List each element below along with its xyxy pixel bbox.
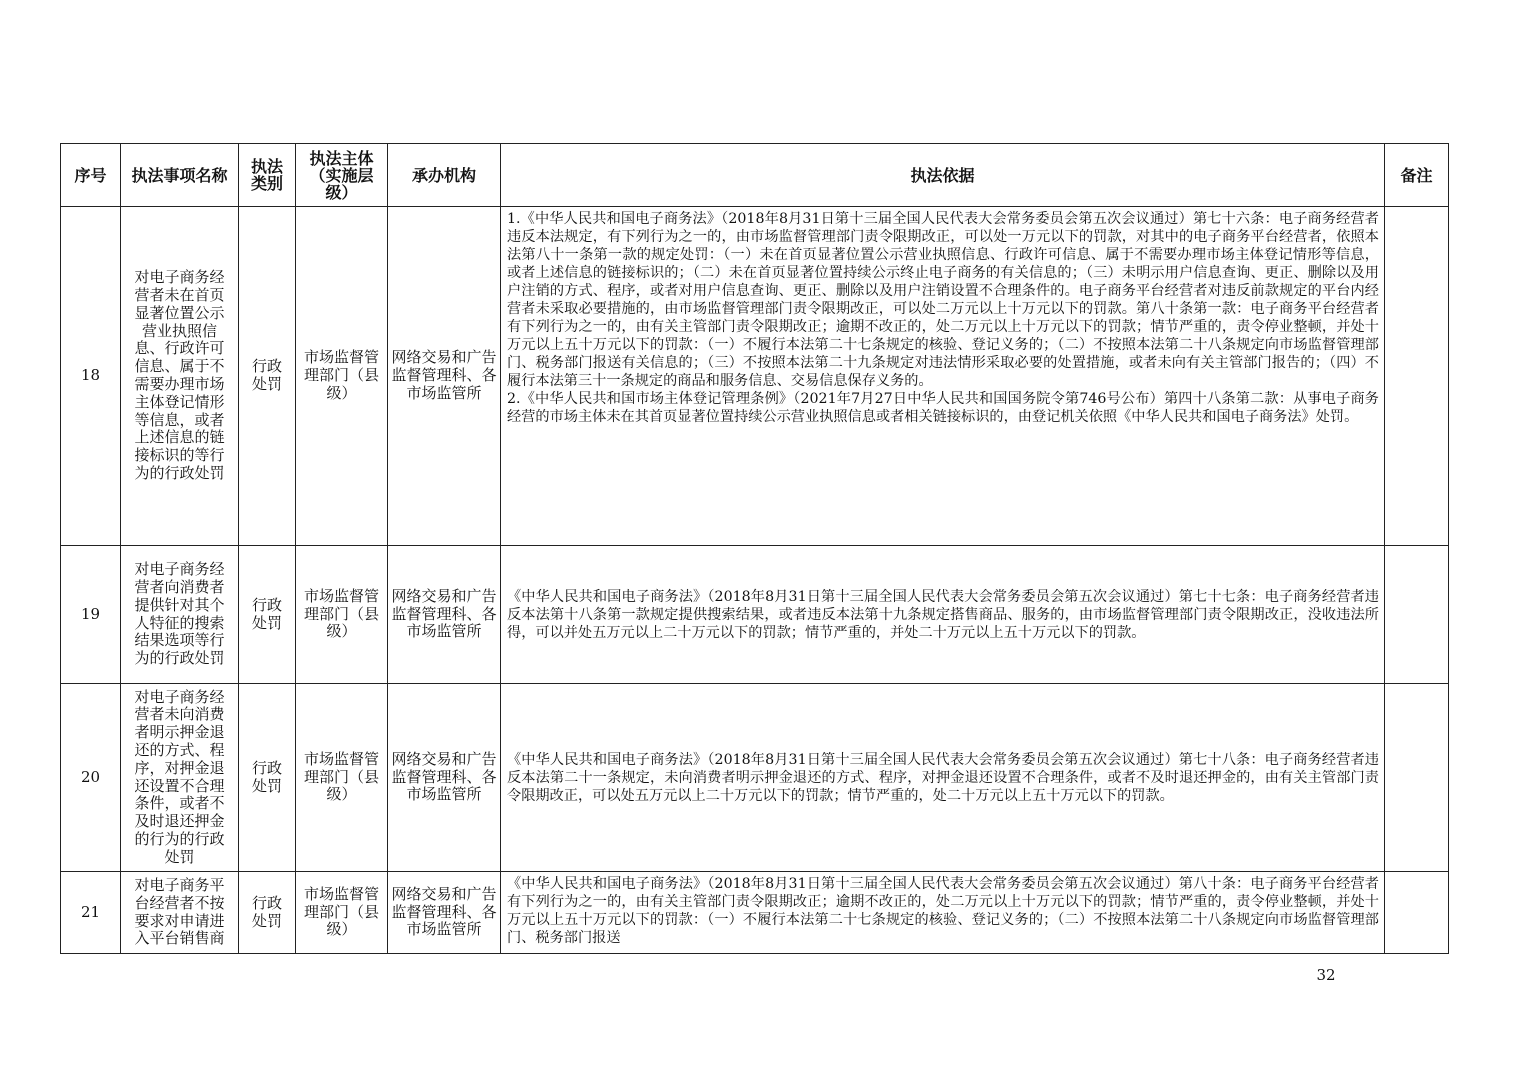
row-agency-text: 网络交易和广告监督管理科、各市场监管所 [391, 348, 497, 402]
row-item-name [121, 684, 239, 872]
row-category-text: 行政处罚 [251, 893, 282, 930]
header-category [239, 144, 296, 207]
row-subject-text: 市场监督管理部门（县级） [304, 348, 380, 402]
row-subject [296, 684, 388, 872]
row-remarks [1385, 546, 1449, 684]
table-row [61, 546, 1449, 684]
basis-paragraph: 《中华人民共和国电子商务法》（2018年8月31日第十三届全国人民代表大会常务委员会第五次会议通过）第七十八条：电子商务经营者违反本法第二十一条规定，未向消费者明示押金退还的方式、程序，对押金退还设置不合理条件，或者不及时退还押金的，由有关主管部门责令限期改正，可以处五万元以上二十万元以下的罚款；情节严重的，处二十万元以上五十万元以下的罚款。 [507, 752, 1379, 804]
row-category [239, 207, 296, 546]
table-row [61, 207, 1449, 546]
header-category-text: 执法类别 [250, 157, 283, 193]
header-subject [296, 144, 388, 207]
row-agency-text: 网络交易和广告监督管理科、各市场监管所 [391, 586, 497, 641]
row-item-name-text: 对电子商务平台经营者不按要求对申请进入平台销售商 [134, 875, 225, 948]
row-basis [501, 684, 1385, 872]
basis-paragraph: 《中华人民共和国电子商务法》（2018年8月31日第十三届全国人民代表大会常务委员会第五次会议通过）第八十条：电子商务平台经营者有下列行为之一的，由有关主管部门责令限期改正；逾期不改正的，处二万元以上十万元以下的罚款；情节严重的，责令停业整顿，并处十万元以上五十万元以下的罚款：（一）不履行本法第二十七条规定的核验、登记义务的；（二）不按照本法第二十八条规定向市场监督管理部门、税务部门报送 [507, 876, 1379, 946]
row-agency [388, 872, 501, 954]
header-basis: 执法依据 [501, 144, 1385, 207]
row-remarks [1385, 872, 1449, 954]
header-remarks: 备注 [1385, 144, 1449, 207]
row-agency [388, 684, 501, 872]
row-basis [501, 207, 1385, 546]
row-subject [296, 546, 388, 684]
row-agency [388, 207, 501, 546]
row-agency-text: 网络交易和广告监督管理科、各市场监管所 [391, 884, 497, 939]
row-subject [296, 207, 388, 546]
row-subject-text: 市场监督管理部门（县级） [304, 749, 380, 804]
row-subject-text: 市场监督管理部门（县级） [304, 586, 380, 641]
header-agency: 承办机构 [388, 144, 501, 207]
row-item-name [121, 207, 239, 546]
basis-paragraph: 2.《中华人民共和国市场主体登记管理条例》（2021年7月27日中华人民共和国国务院令第746号公布）第四十八条第二款：从事电子商务经营的市场主体未在其首页显著位置持续公示营业执照信息或者相关链接标识的，由登记机关依照《中华人民共和国电子商务法》处罚。 [507, 391, 1379, 425]
law-enforcement-table [60, 143, 1449, 954]
basis-paragraph: 1.《中华人民共和国电子商务法》（2018年8月31日第十三届全国人民代表大会常务委员会第五次会议通过）第七十六条：电子商务经营者违反本法规定，有下列行为之一的，由市场监督管理部门责令限期改正，可以处一万元以下的罚款，对其中的电子商务平台经营者，依照本法第八十一条第一款的规定处罚：（一）未在首页显著位置公示营业执照信息、行政许可信息、属于不需要办理市场主体登记情形等信息，或者上述信息的链接标识的；（二）未在首页显著位置持续公示终止电子商务的有关信息的；（三）未明示用户信息查询、更正、删除以及用户注销的方式、程序，或者对用户信息查询、更正、删除以及用户注销设置不合理条件的。电子商务平台经营者对违反前款规定的平台内经营者未采取必要措施的，由市场监督管理部门责令限期改正，可以处二万元以上十万元以下的罚款。第八十条第一款：电子商务平台经营者有下列行为之一的，由有关主管部门责令限期改正；逾期不改正的，处二万元以上十万元以下的罚款；情节严重的，责令停业整顿，并处十万元以上五十万元以下的罚款：（一）不履行本法第二十七条规定的核验、登记义务的；（二）不按照本法第二十八条规定向市场监督管理部门、税务部门报送有关信息的；（三）不按照本法第二十九条规定对违法情形采取必要的处置措施，或者未向有关主管部门报告的；（四）不履行本法第三十一条规定的商品和服务信息、交易信息保存义务的。 [507, 211, 1379, 389]
row-agency-text: 网络交易和广告监督管理科、各市场监管所 [391, 749, 497, 804]
row-item-name [121, 546, 239, 684]
row-item-name-text: 对电子商务经营者未向消费者明示押金退还的方式、程序，对押金退还设置不合理条件，或者不及时退还押金的行为的行政处罚 [134, 687, 225, 866]
header-item-name: 执法事项名称 [121, 144, 239, 207]
row-item-name-text: 对电子商务经营者向消费者提供针对其个人特征的搜索结果选项等行为的行政处罚 [134, 560, 225, 668]
row-category-text: 行政处罚 [251, 758, 282, 795]
row-seq: 20 [61, 684, 121, 872]
table-row [61, 872, 1449, 954]
row-category [239, 684, 296, 872]
row-seq: 18 [61, 207, 121, 546]
row-category-text: 行政处罚 [251, 357, 282, 393]
row-subject-text: 市场监督管理部门（县级） [304, 884, 380, 939]
page-number: 32 [1316, 966, 1336, 984]
header-seq: 序号 [61, 144, 121, 207]
basis-paragraph: 《中华人民共和国电子商务法》（2018年8月31日第十三届全国人民代表大会常务委员会第五次会议通过）第七十七条：电子商务经营者违反本法第十八条第一款规定提供搜索结果，或者违反本法第十九条规定搭售商品、服务的，由市场监督管理部门责令限期改正，没收违法所得，可以并处五万元以上二十万元以下的罚款；情节严重的，并处二十万元以上五十万元以下的罚款。 [507, 589, 1379, 641]
row-seq: 21 [61, 872, 121, 954]
row-remarks [1385, 207, 1449, 546]
row-basis [501, 546, 1385, 684]
row-item-name-text: 对电子商务经营者未在首页显著位置公示营业执照信息、行政许可信息、属于不需要办理市场主体登记情形等信息，或者上述信息的链接标识的等行为的行政处罚 [134, 268, 225, 482]
header-subject-text: 执法主体（实施层级） [309, 148, 374, 202]
row-subject [296, 872, 388, 954]
header-row [61, 144, 1449, 207]
table-row [61, 684, 1449, 872]
row-remarks [1385, 684, 1449, 872]
row-category [239, 872, 296, 954]
row-category [239, 546, 296, 684]
row-category-text: 行政处罚 [251, 595, 282, 632]
row-seq: 19 [61, 546, 121, 684]
row-agency [388, 546, 501, 684]
row-basis [501, 872, 1385, 954]
row-item-name [121, 872, 239, 954]
